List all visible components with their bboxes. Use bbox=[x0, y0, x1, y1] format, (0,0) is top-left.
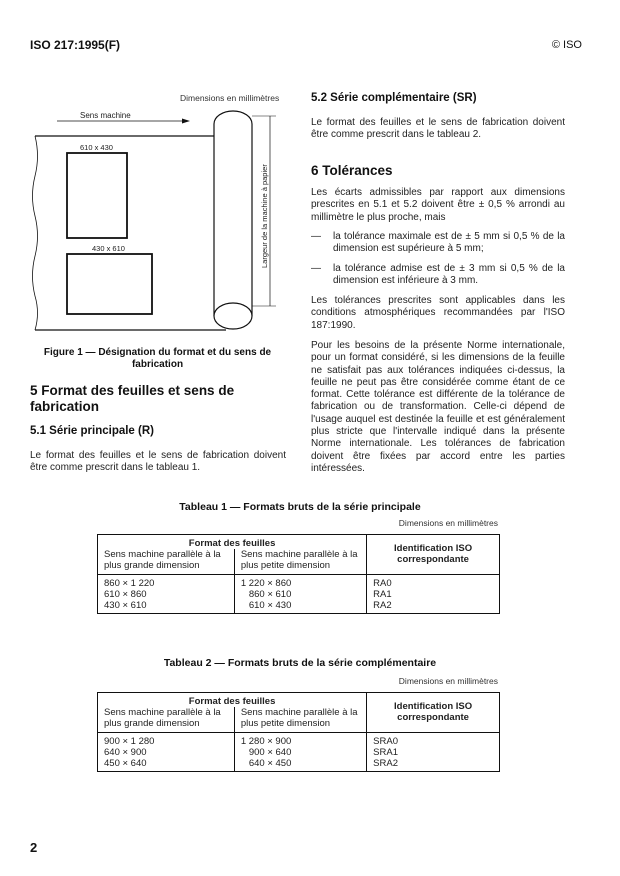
tolerance-item: — la tolérance admise est de ± 3 mm si 0,5 % de la dimension est inférieure à 3 mm. bbox=[311, 263, 565, 287]
table-row: 900 × 1 280 1 280 × 900 SRA0 bbox=[98, 733, 499, 748]
col-header-small: Sens machine parallèle à la plus petite dimension bbox=[234, 707, 366, 733]
torn-edge bbox=[33, 136, 38, 330]
group-header: Format des feuilles bbox=[188, 538, 276, 549]
table1 bbox=[97, 534, 500, 614]
section-5-heading: 5 Format des feuilles et sens de fabrication bbox=[30, 383, 235, 414]
table1-dims-note: Dimensions en millimètres bbox=[398, 518, 498, 528]
section-5-1-heading: 5.1 Série principale (R) bbox=[30, 425, 154, 437]
sheet-430x610 bbox=[67, 254, 152, 314]
section-6-para3: Pour les besoins de la présente Norme internationale, pour un format considéré, si les dimensions de la feuille ne satisfait pas aux tolérances indiquées ci-dessus, la feuille ne peut pas être considérée comme étant de ce format. Cette tolérance est différente de la tolérance de fabrication ou de transformation. Celle-ci dépend de l'usage auquel est destinée la feuille et est généralement plus stricte que l'intervalle indiqué dans la présente Norme internationale. Les tolérances de fabrication doivent être fixées par accord entre les parties intéressées. bbox=[311, 340, 565, 474]
col-header-large: Sens machine parallèle à la plus grande dimension bbox=[104, 707, 221, 729]
col-header-large: Sens machine parallèle à la plus grande dimension bbox=[104, 549, 221, 571]
section-5-2-heading: 5.2 Série complémentaire (SR) bbox=[311, 92, 477, 104]
table2-dims-note: Dimensions en millimètres bbox=[398, 676, 498, 686]
col-header-iso: Identification ISO correspondante bbox=[367, 693, 499, 733]
figure-dims-note: Dimensions en millimètres bbox=[180, 93, 280, 103]
arrow-label: Sens machine bbox=[80, 111, 131, 120]
section-6-heading: 6 Tolérances bbox=[311, 163, 393, 178]
table2-title: Tableau 2 — Formats bruts de la série complémentaire bbox=[163, 657, 437, 669]
table2 bbox=[97, 692, 500, 772]
copyright: © ISO bbox=[551, 39, 582, 51]
section-5-1-text: Le format des feuilles et le sens de fabrication doivent être comme prescrit dans le tableau 1. bbox=[30, 450, 286, 474]
figure-caption: Figure 1 — Désignation du format et du sens de fabrication bbox=[43, 347, 272, 370]
section-6-intro: Les écarts admissibles par rapport aux dimensions prescrites en 5.1 et 5.2 doivent être ± 0,5 % arrondi au millimètre le plus proche, mais bbox=[311, 187, 565, 223]
document-id: ISO 217:1995(F) bbox=[30, 38, 121, 52]
section-6-para2: Les tolérances prescrites sont applicables dans les conditions atmosphériques recommandées par l'ISO 187:1990. bbox=[311, 295, 565, 331]
roll-cylinder bbox=[214, 111, 252, 316]
sheet1-label: 610 x 430 bbox=[80, 143, 113, 152]
sheet2-label: 430 x 610 bbox=[92, 244, 125, 253]
sheet-610x430 bbox=[67, 153, 127, 238]
table-row: 860 × 1 220 1 220 × 860 RA0 bbox=[98, 575, 499, 590]
tolerance-item: — la tolérance maximale est de ± 5 mm si 0,5 % de la dimension est supérieure à 5 mm; bbox=[311, 231, 565, 255]
group-header: Format des feuilles bbox=[188, 696, 276, 707]
section-5-2-text: Le format des feuilles et le sens de fabrication doivent être comme prescrit dans le tableau 2. bbox=[311, 117, 565, 141]
table-row: 450 × 640 640 × 450 SRA2 bbox=[98, 758, 499, 771]
page-number: 2 bbox=[30, 840, 38, 855]
table-row: 610 × 860 860 × 610 RA1 bbox=[98, 589, 499, 600]
table-row: 640 × 900 900 × 640 SRA1 bbox=[98, 747, 499, 758]
machine-width-label: Largeur de la machine à papier bbox=[260, 164, 269, 268]
figure-paper-roll bbox=[0, 0, 300, 345]
table-row: 430 × 610 610 × 430 RA2 bbox=[98, 600, 499, 613]
arrow-head bbox=[182, 119, 190, 124]
col-header-iso: Identification ISO correspondante bbox=[367, 535, 499, 575]
table1-title: Tableau 1 — Formats bruts de la série principale bbox=[179, 501, 421, 513]
col-header-small: Sens machine parallèle à la plus petite dimension bbox=[234, 549, 366, 575]
